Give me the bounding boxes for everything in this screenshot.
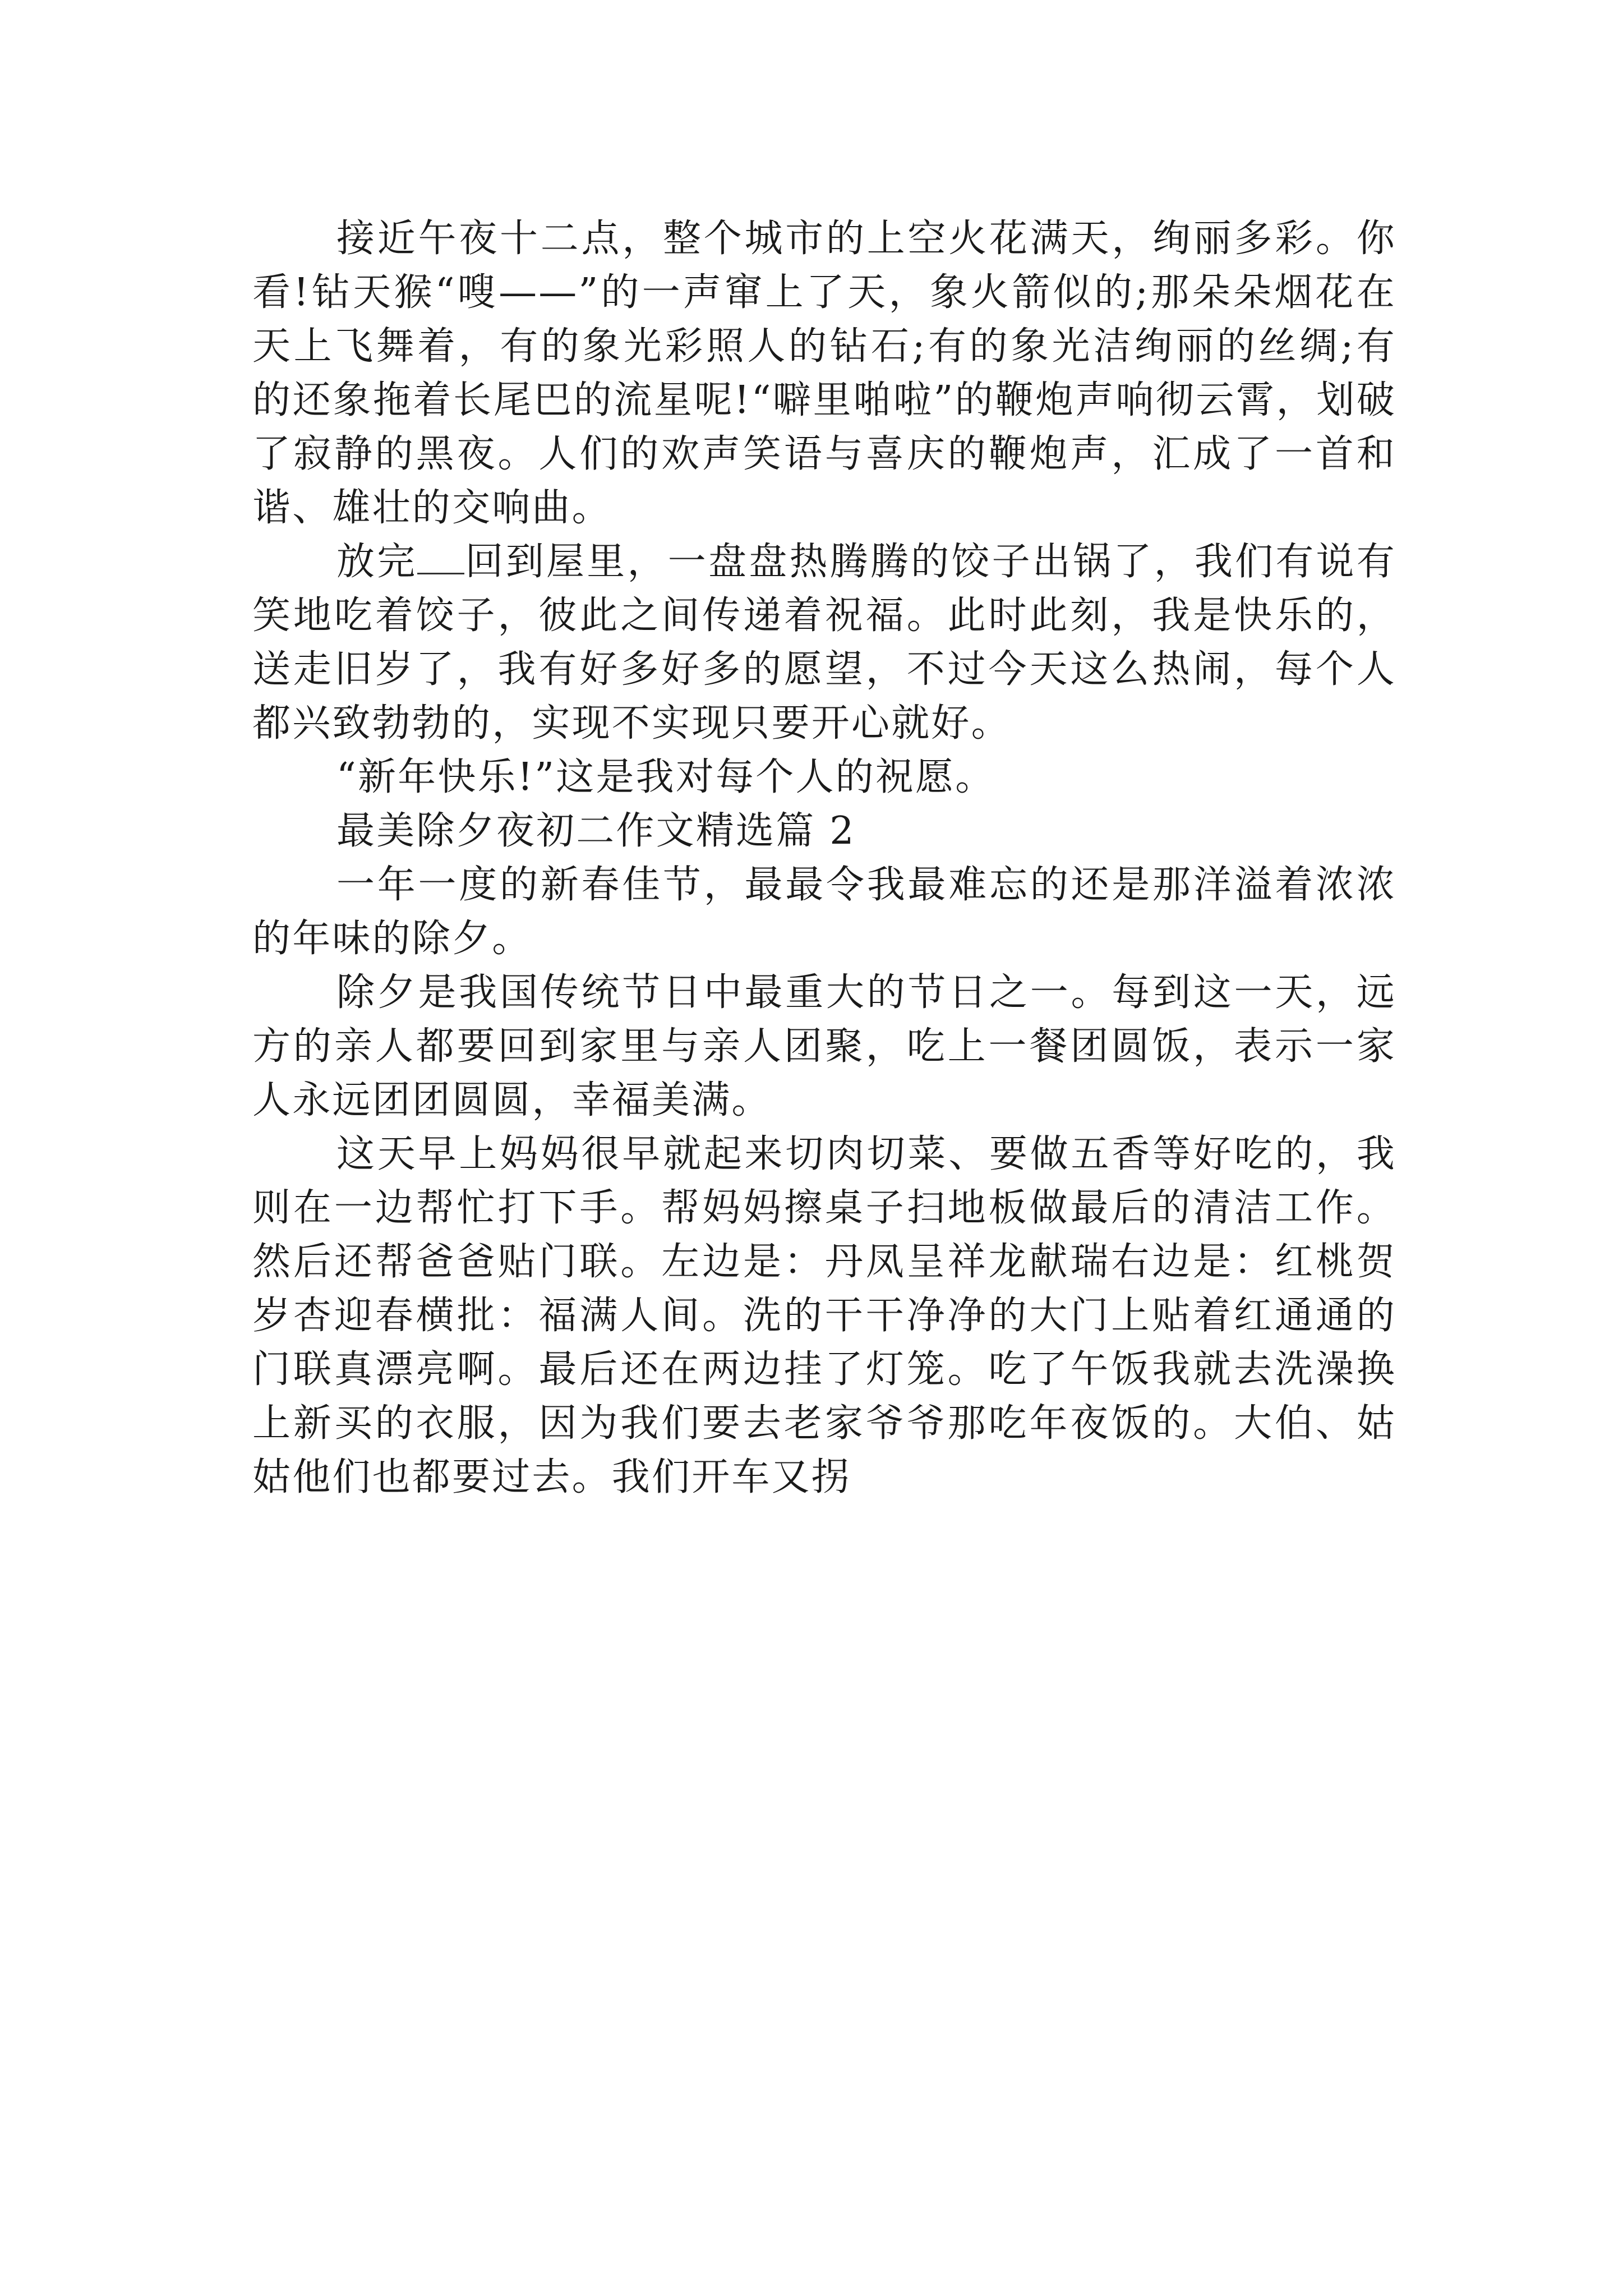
- paragraph-dumplings-start: 放完: [336, 540, 418, 584]
- paragraph-dumplings: [252, 535, 1396, 751]
- paragraph-morning: 这天早上妈妈很早就起来切肉切菜、要做五香等好吃的，我则在一边帮忙打下手。帮妈妈擦桌子扫地板做最后的清洁工作。然后还帮爸爸贴门联。左边是：丹凤呈祥龙献瑞右边是：红桃贺岁杏迎春横批：福满人间。洗的干干净净的大门上贴着红通通的门联真漂亮啊。最后还在两边挂了灯笼。吃了午饭我就去洗澡换上新买的衣服，因为我们要去老家爷爷那吃年夜饭的。大伯、姑姑他们也都要过去。我们开车又拐: [252, 1132, 1396, 1499]
- article-body: [252, 212, 1396, 1504]
- paragraph-fireworks: 接近午夜十二点，整个城市的上空火花满天，绚丽多彩。你看!钻天猴“嗖——”的一声窜上了天，象火箭似的;那朵朵烟花在天上飞舞着，有的象光彩照人的钻石;有的象光洁绚丽的丝绸;有的还象拖着长尾巴的流星呢!“噼里啪啦”的鞭炮声响彻云霄，划破了寂静的黑夜。人们的欢声笑语与喜庆的鞭炮声，汇成了一首和谐、雄壮的交响曲。: [252, 217, 1396, 530]
- paragraph-intro: 一年一度的新春佳节，最最令我最难忘的还是那洋溢着浓浓的年味的除夕。: [252, 863, 1396, 961]
- paragraph-tradition: 除夕是我国传统节日中最重大的节日之一。每到这一天，远方的亲人都要回到家里与亲人团聚，吃上一餐团圆饭，表示一家人永远团团圆圆，幸福美满。: [252, 970, 1396, 1122]
- paragraph-wish: “新年快乐!”这是我对每个人的祝愿。: [336, 755, 995, 799]
- fill-in-blank: [417, 538, 464, 574]
- section-heading: 最美除夕夜初二作文精选篇 2: [336, 809, 856, 853]
- paragraph-dumplings-rest: 回到屋里，一盘盘热腾腾的饺子出锅了，我们有说有笑地吃着饺子，彼此之间传递着祝福。此时此刻，我是快乐的，送走旧岁了，我有好多好多的愿望，不过今天这么热闹，每个人都兴致勃勃的，实现不实现只要开心就好。: [252, 540, 1396, 746]
